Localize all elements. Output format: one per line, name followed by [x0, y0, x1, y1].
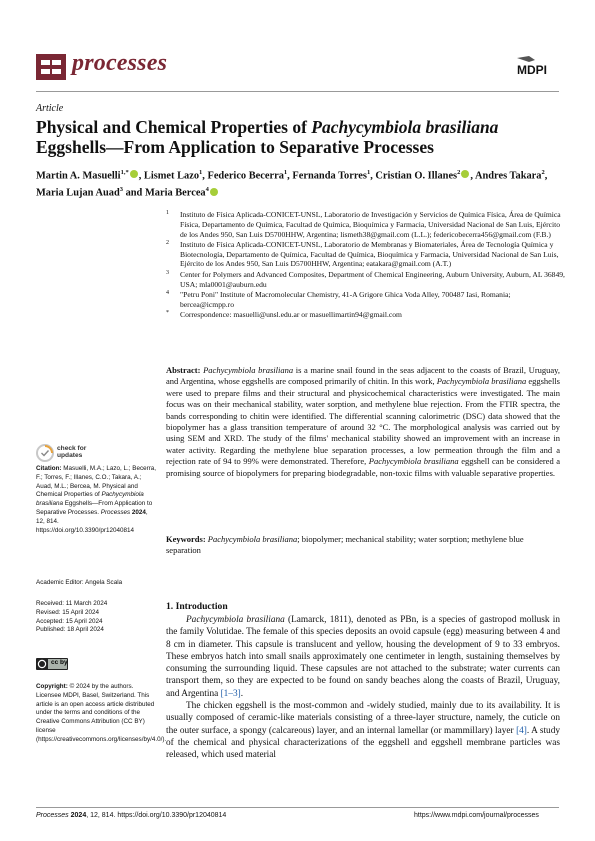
author-name[interactable]: Andres Takara	[474, 170, 542, 182]
author-name[interactable]: Fernanda Torres	[292, 170, 367, 182]
intro-species: Pachycymbiola brasiliana	[186, 615, 285, 625]
affiliation-item	[166, 240, 566, 269]
author-name[interactable]: Lismet Lazo	[143, 170, 200, 182]
check-updates-icon	[36, 444, 54, 462]
affiliation-number: 2	[166, 239, 169, 246]
affiliation-text: Center for Polymers and Advanced Composites, Department of Chemical Engineering, Auburn University, Auburn, AL 36849, USA; mla0001@auburn.edu	[180, 269, 565, 289]
copyright-label: Copyright:	[36, 683, 68, 690]
publisher-name: MDPI	[517, 63, 547, 77]
intro-p2-text2: . A study of the chemical and physical characterizations of the eggshell and eggshell membrane particles was released, which used material	[166, 725, 560, 761]
citation-vol[interactable]: , 12, 814. https://doi.org/10.3390/pr12040814	[36, 508, 148, 534]
author-name[interactable]: Martin A. Masuelli	[36, 170, 121, 182]
affiliation-text: Instituto de Física Aplicada-CONICET-UNSL, Laboratorio de Investigación y Servicios de Química Física, Área de Química Física, Departamento de Química, Facultad de Química, Bioquímica y Farmacia, Universidad Nacional de San Luis, Ejército de los Andes 950, San Luis D5700HHW, Argentina; lismeth38@gmail.com (L.L.); federicobecerra456@gmail.com (F.B.)	[180, 210, 561, 239]
affiliation-item	[166, 270, 566, 290]
introduction-body	[166, 614, 560, 762]
affiliation-number: 3	[166, 269, 169, 276]
affiliation-number: *	[166, 309, 169, 316]
check-updates-label: check for updates	[57, 445, 87, 460]
mdpi-logo	[515, 56, 555, 78]
author-affiliation-marker: 3	[119, 186, 123, 194]
author-affiliation-marker: 1	[366, 169, 371, 176]
copyright-text: © 2024 by the authors. Licensee MDPI, Basel, Switzerland. This article is an open access article distributed under the terms and conditions of the Creative Commons Attribution (CC BY) license (https://creativecommons.org/licenses/by/4.0/).	[36, 683, 167, 743]
abstract-text: eggshell can be considered a promising source of biopolymers for preparing biodegradable, non-toxic films with valuable separative properties.	[166, 456, 560, 478]
abstract-species: Pachycymbiola brasiliana	[368, 456, 459, 467]
abstract	[166, 365, 560, 479]
citation-link[interactable]: [4]	[516, 725, 527, 736]
academic-editor: Academic Editor: Angela Scala	[36, 579, 123, 586]
publication-date: Revised: 15 April 2024	[36, 608, 100, 616]
intro-p1-end: .	[240, 688, 244, 699]
publication-date: Published: 18 April 2024	[36, 626, 104, 634]
orcid-icon[interactable]	[130, 170, 138, 178]
keyword-species: Pachycymbiola brasiliana	[207, 534, 298, 544]
intro-paragraph-1	[166, 614, 560, 700]
title-prefix: Physical and Chemical Properties of	[36, 117, 312, 137]
footer-rule	[36, 807, 559, 808]
header-rule	[36, 91, 559, 92]
copyright-block	[36, 683, 167, 745]
author-name[interactable]: Maria Lujan Auad	[36, 187, 120, 199]
keywords-label: Keywords:	[166, 534, 206, 544]
orcid-icon[interactable]	[210, 188, 218, 196]
paper-title	[36, 117, 556, 157]
abstract-text: is a marine snail found in the seas adjacent to the coasts of Brazil, Uruguay, and Argentina, whose eggshells are composed primarily of chitin. In this work,	[166, 365, 560, 387]
check-for-updates-button[interactable]	[36, 444, 106, 464]
citation-year: 2024	[131, 508, 146, 516]
abstract-species: Pachycymbiola brasiliana	[436, 376, 527, 387]
author-name[interactable]: Maria Bercea	[144, 187, 206, 199]
citation-journal: Processes	[100, 508, 131, 516]
keywords	[166, 534, 560, 557]
article-type: Article	[36, 103, 64, 114]
citation-species: Pachycymbiola brasiliana	[36, 491, 144, 508]
journal-name: processes	[72, 50, 168, 76]
citation-text2: Eggshells—From Application to Separative Processes.	[36, 500, 153, 516]
affiliation-item	[166, 290, 566, 310]
affiliation-item	[166, 210, 566, 239]
publication-date: Received: 11 March 2024	[36, 600, 108, 607]
author-joiner: and	[125, 187, 143, 199]
title-suffix: Eggshells—From Application to Separative Processes	[36, 137, 434, 157]
intro-p2-text: The chicken eggshell is the most-common and -widely studied, mainly due to its availability. It is usually composed of ceramic-like materials consisting of a three-layer structure, namely, the cuticle on the outer surface, a spongy (calcareous) layer, and an internal lamellar (or mammillary) layer	[166, 701, 560, 736]
affiliation-number: 1	[166, 210, 169, 216]
affiliation-text: Instituto de Física Aplicada-CONICET-UNSL, Laboratorio de Membranas y Biomateriales, Área de Tecnología Química y Biotecnología, Departamento de Química, Facultad de Química, Bioquímica y Farmacia, Universidad Nacional de San Luis, Ejército de los Andes 950, San Luis D5700HHW, Argentina; eatakara@gmail.com (A.T.)	[180, 239, 559, 269]
affiliation-text: "Petru Poni" Institute of Macromolecular Chemistry, 41-A Grigore Ghica Voda Alley, 700487 Iasi, Romania; bercea@icmpp.ro	[180, 289, 511, 309]
cc-by-badge[interactable]	[36, 657, 68, 669]
citation-link[interactable]: [1–3]	[220, 688, 241, 699]
affiliation-item	[166, 310, 566, 320]
keywords-rest: ; biopolymer; mechanical stability; water sorption; methylene blue separation	[166, 534, 524, 556]
processes-logo-icon	[36, 54, 66, 80]
author-affiliation-marker: 4	[205, 186, 209, 194]
cc-label: cc by	[51, 658, 68, 666]
footer-journal-url[interactable]: https://www.mdpi.com/journal/processes	[414, 812, 539, 819]
author-name[interactable]: Cristian O. Illanes	[375, 170, 458, 182]
affiliation-text: Correspondence: masuelli@unsl.edu.ar or masuellimartin94@gmail.com	[180, 309, 402, 319]
footer-rest[interactable]: , 12, 814. https://doi.org/10.3390/pr12040814	[86, 812, 227, 819]
title-species: Pachycymbiola brasiliana	[311, 117, 499, 137]
footer-citation	[36, 812, 226, 819]
author-affiliation-marker: 2	[457, 169, 461, 176]
publication-dates	[36, 600, 158, 635]
abstract-text: eggshells were used to prepare films and their structural and physicochemical characteristics were investigated. The main focus was on their mechanical stability, water sorption, and methylene blue rejection. From the FTIR spectra, the bands corresponding to chitin were identified. The differential scanning calorimetric (DSC) data showed that the biopolymer has a glass transition temperature of around 32 °C. The morphological analysis was carried out by using SEM and XRD. The study of the films' mechanical stability showed an improvement with an increase in water activity. Regarding the methylene blue separation processes, a low permeation through the film and a rejection rate of 94 to 99% were demonstrated. Therefore,	[166, 376, 560, 467]
author-list: Martin A. Masuelli$^{1,*}$ , Lismet Lazo$^1$, Federico Becerra$^1$, Fernanda Torres$^1$, Cristian O. Illanes$^2$ , Andres Takara$^2$, Maria Lujan Auad$^3$ and Maria Bercea$^4$	[36, 169, 548, 199]
author-affiliation-marker: 1,*	[120, 169, 129, 176]
affiliations	[166, 210, 566, 320]
author-affiliation-marker: 1	[283, 169, 288, 176]
affiliation-number: 4	[166, 289, 169, 296]
citation-label: Citation:	[36, 465, 62, 472]
author-affiliation-marker: 1	[199, 169, 203, 176]
author-affiliation-marker: 2	[541, 169, 545, 176]
intro-p1-text: (Lamarck, 1811), denoted as PBn, is a species of gastropod mollusk in the family Volutidae. The female of this species deposits an ovoid capsule (egg) measuring between 4 and 8 cm in diameter. This capsule is translucent and yellow, housing the development of 9 to 33 embryos. These embryos hatch into small snails approximately one centimeter in length, sustaining themselves by consuming the surrounding liquid. These capsules are not attached to the substrate; water currents can transport them, so they are expected to be found on sandy beaches along the coasts of Brazil, Uruguay, and Argentina	[166, 615, 561, 699]
abstract-species: Pachycymbiola brasiliana	[203, 365, 294, 375]
publication-date: Accepted: 15 April 2024	[36, 617, 103, 625]
author-name[interactable]: Federico Becerra	[207, 170, 284, 182]
section-heading-introduction: 1. Introduction	[166, 601, 228, 612]
orcid-icon[interactable]	[461, 170, 469, 178]
footer-year: 2024	[70, 812, 87, 819]
footer-journal: Processes	[36, 812, 69, 819]
abstract-label: Abstract:	[166, 365, 201, 375]
citation-text: Masuelli, M.A.; Lazo, L.; Becerra, F.; Torres, F.; Illanes, C.O.; Takara, A.; Auad, M.L.; Bercea, M. Physical and Chemical Properties of	[36, 465, 157, 499]
intro-paragraph-2	[166, 700, 560, 761]
citation-block	[36, 465, 158, 535]
